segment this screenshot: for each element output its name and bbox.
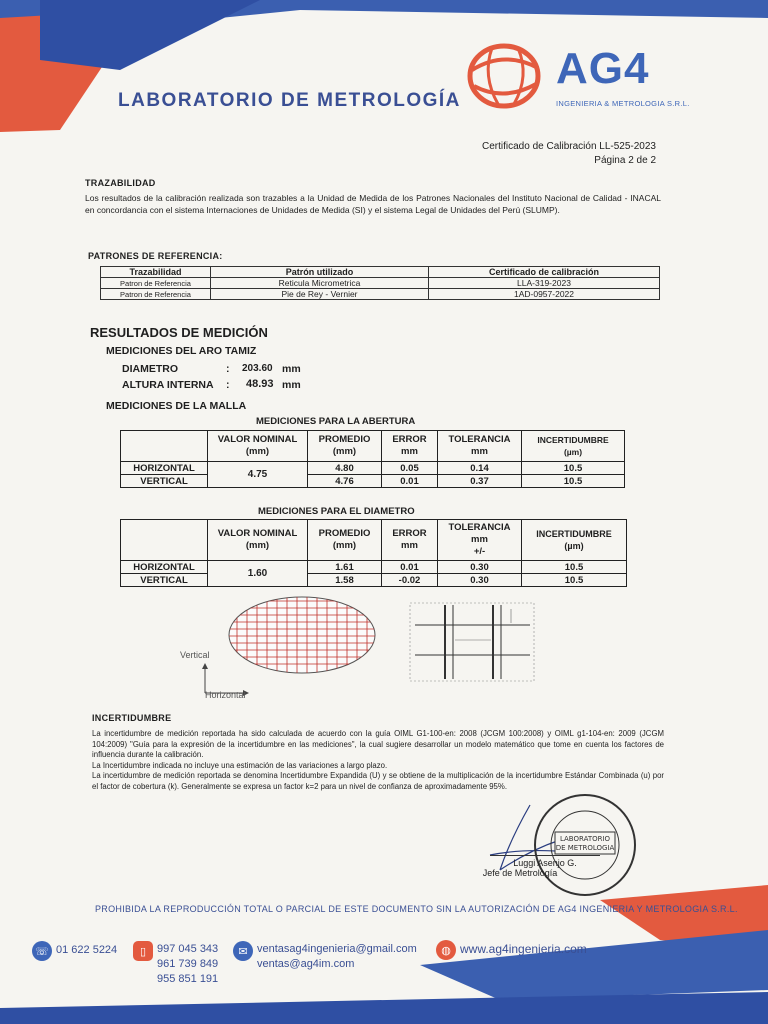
- column-header-tolerancia: [438, 520, 522, 561]
- horizontal-axis-label: Horizontal: [205, 690, 246, 700]
- header-text: INCERTIDUMBRE: [537, 435, 609, 445]
- abertura-table: [120, 430, 625, 488]
- mesh-diagram: [175, 595, 535, 705]
- header-text: PROMEDIO: [318, 434, 371, 445]
- tolerancia-cell: 0.37: [438, 475, 522, 488]
- patrones-heading: PATRONES DE REFERENCIA:: [88, 251, 223, 261]
- header-text: VALOR NOMINAL: [217, 528, 298, 539]
- promedio-cell: 1.61: [308, 561, 382, 574]
- row-label: HORIZONTAL: [121, 462, 208, 475]
- mobile-number: 961 739 849: [157, 958, 219, 970]
- header-unit: (mm): [332, 446, 357, 457]
- table-cell: Patron de Referencia: [101, 278, 211, 289]
- diametro-label: DIAMETRO: [122, 363, 178, 375]
- header-text: TOLERANCIA: [448, 522, 511, 533]
- incertidumbre-cell: 10.5: [522, 462, 625, 475]
- column-header: Patrón utilizado: [211, 267, 429, 278]
- header-unit: (µm): [563, 447, 583, 457]
- column-header-nominal: [208, 520, 308, 561]
- altura-label: ALTURA INTERNA: [122, 379, 214, 391]
- column-header: Trazabilidad: [101, 267, 211, 278]
- header-text: ERROR: [392, 528, 427, 539]
- website-link[interactable]: www.ag4ingenieria.com: [460, 942, 587, 956]
- promedio-cell: 1.58: [308, 574, 382, 587]
- altura-unit: mm: [282, 379, 301, 391]
- signer-role: Jefe de Metrología: [482, 868, 558, 878]
- header-unit: mm: [471, 534, 488, 545]
- logo-subtitle: INGENIERIA & METROLOGIA S.R.L.: [556, 99, 690, 108]
- incertidumbre-heading: INCERTIDUMBRE: [92, 713, 172, 723]
- diametro-table: [120, 519, 627, 587]
- table-header-row: [101, 267, 660, 278]
- promedio-cell: 4.80: [308, 462, 382, 475]
- table-row: [121, 574, 627, 587]
- svg-text:DE METROLOGIA: DE METROLOGIA: [555, 844, 615, 852]
- svg-text:LABORATORIO: LABORATORIO: [559, 835, 611, 843]
- mobile-number: 955 851 191: [157, 973, 219, 985]
- diametro-value: 203.60: [242, 363, 273, 374]
- nominal-cell: 1.60: [208, 561, 308, 587]
- header-unit: mm: [401, 540, 418, 551]
- table-row: [121, 462, 625, 475]
- certificate-number: Certificado de Calibración LL-525-2023: [482, 141, 656, 152]
- phone-number: 01 622 5224: [56, 944, 118, 956]
- mobile-icon: ▯: [133, 941, 153, 961]
- header-unit: +/-: [473, 546, 486, 557]
- tolerancia-cell: 0.30: [438, 574, 522, 587]
- email-primary[interactable]: ventasag4ingenieria@gmail.com: [257, 943, 417, 955]
- logo-name: AG4: [556, 44, 650, 93]
- table-cell: Patron de Referencia: [101, 289, 211, 300]
- promedio-cell: 4.76: [308, 475, 382, 488]
- corner-cell: [121, 520, 208, 561]
- paragraph: La Incertidumbre indicada no incluye una estimación de las variaciones a largo plazo.: [92, 760, 388, 770]
- diametro-separator: :: [226, 363, 230, 375]
- column-header-error: [382, 431, 438, 462]
- table-row: [101, 289, 660, 300]
- stamp-seal: [530, 790, 640, 900]
- header-text: ERROR: [392, 434, 427, 445]
- phone-icon: ☏: [32, 941, 52, 961]
- altura-separator: :: [226, 379, 230, 391]
- table-cell: Reticula Micrometrica: [211, 278, 429, 289]
- header-text: TOLERANCIA: [448, 434, 511, 445]
- table-header-row: [121, 431, 625, 462]
- error-cell: -0.02: [382, 574, 438, 587]
- tolerancia-cell: 0.30: [438, 561, 522, 574]
- error-cell: 0.01: [382, 475, 438, 488]
- nominal-cell: 4.75: [208, 462, 308, 488]
- altura-value: 48.93: [246, 378, 274, 390]
- header-decoration: [0, 0, 768, 140]
- malla-heading: MEDICIONES DE LA MALLA: [106, 400, 247, 412]
- header-text: VALOR NOMINAL: [217, 434, 298, 445]
- incertidumbre-cell: 10.5: [522, 561, 627, 574]
- column-header-promedio: [308, 431, 382, 462]
- header-unit: mm: [401, 446, 418, 457]
- diametro-unit: mm: [282, 363, 301, 375]
- vertical-axis-label: Vertical: [180, 650, 210, 660]
- trazabilidad-text: Los resultados de la calibración realizada son trazables a la Unidad de Medida de los Patrones Nacionales del Instituto Nacional de Calidad - INACAL en concordancia con el sistema Internaciones de Unidades de Medida (SI) y el sistema Legal de Unidades del Perú (SLUMP).: [85, 193, 661, 215]
- abertura-caption: MEDICIONES PARA LA ABERTURA: [256, 416, 416, 427]
- header-unit: (µm): [564, 541, 584, 551]
- globe-logo-icon: [462, 40, 548, 112]
- header-unit: mm: [471, 446, 488, 457]
- globe-icon: ◍: [436, 940, 456, 960]
- certificate-info: [482, 140, 656, 168]
- column-header-nominal: [208, 431, 308, 462]
- row-label: VERTICAL: [121, 574, 208, 587]
- table-header-row: [121, 520, 627, 561]
- header-unit: (mm): [245, 540, 270, 551]
- header-unit: (mm): [245, 446, 270, 457]
- error-cell: 0.05: [382, 462, 438, 475]
- column-header-error: [382, 520, 438, 561]
- table-cell: Pie de Rey - Vernier: [211, 289, 429, 300]
- row-label: HORIZONTAL: [121, 561, 208, 574]
- table-row: [121, 561, 627, 574]
- email-secondary[interactable]: ventas@ag4im.com: [257, 958, 355, 970]
- lab-title: LABORATORIO DE METROLOGÍA: [118, 90, 461, 111]
- incertidumbre-cell: 10.5: [522, 574, 627, 587]
- tolerancia-cell: 0.14: [438, 462, 522, 475]
- header-text: PROMEDIO: [318, 528, 371, 539]
- table-cell: 1AD-0957-2022: [429, 289, 660, 300]
- mobile-number: 997 045 343: [157, 943, 219, 955]
- table-row: [101, 278, 660, 289]
- column-header-incertidumbre: [522, 431, 625, 462]
- table-row: [121, 475, 625, 488]
- header-unit: (mm): [332, 540, 357, 551]
- diametro-caption: MEDICIONES PARA EL DIAMETRO: [258, 506, 415, 517]
- table-cell: LLA-319-2023: [429, 278, 660, 289]
- prohibition-notice: PROHIBIDA LA REPRODUCCIÓN TOTAL O PARCIAL DE ESTE DOCUMENTO SIN LA AUTORIZACIÓN DE AG4 INGENIERIA Y METROLOGIA S.R.L.: [95, 904, 738, 914]
- email-icon: ✉: [233, 941, 253, 961]
- row-label: VERTICAL: [121, 475, 208, 488]
- patrones-table: [100, 266, 660, 300]
- incertidumbre-cell: 10.5: [522, 475, 625, 488]
- error-cell: 0.01: [382, 561, 438, 574]
- signer-name: Luggi Asenjo G.: [490, 855, 600, 868]
- corner-cell: [121, 431, 208, 462]
- column-header-incertidumbre: [522, 520, 627, 561]
- incertidumbre-text: [92, 729, 664, 792]
- aro-heading: MEDICIONES DEL ARO TAMIZ: [106, 345, 257, 357]
- header-text: INCERTIDUMBRE: [536, 529, 612, 539]
- column-header-tolerancia: [438, 431, 522, 462]
- paragraph: La incertidumbre de medición reportada se denomina Incertidumbre Expandida (U) y se obtiene de la multiplicación de la incertidumbre Estándar Combinada (u) por el factor de cobertura (k). Generalmente se expresa un factor k=2 para un nivel de confianza de aproximadamente 95%.: [92, 771, 664, 791]
- resultados-heading: RESULTADOS DE MEDICIÓN: [90, 325, 268, 340]
- paragraph: La incertidumbre de medición reportada ha sido calculada de acuerdo con la guía OIML G1-100-en: 2008 (JCGM 100:2008) y OIML g1-104-en: 2009 (JCGM 104:2009) "Guía para la expresión de la incertidumbre en las mediciones", la cual sugiere desarrollar un modelo matemático que tome en cuenta los factores de influencia durante la calibración.: [92, 729, 664, 759]
- column-header: Certificado de calibración: [429, 267, 660, 278]
- trazabilidad-heading: TRAZABILIDAD: [85, 178, 156, 188]
- page-number: Página 2 de 2: [594, 155, 656, 166]
- column-header-promedio: [308, 520, 382, 561]
